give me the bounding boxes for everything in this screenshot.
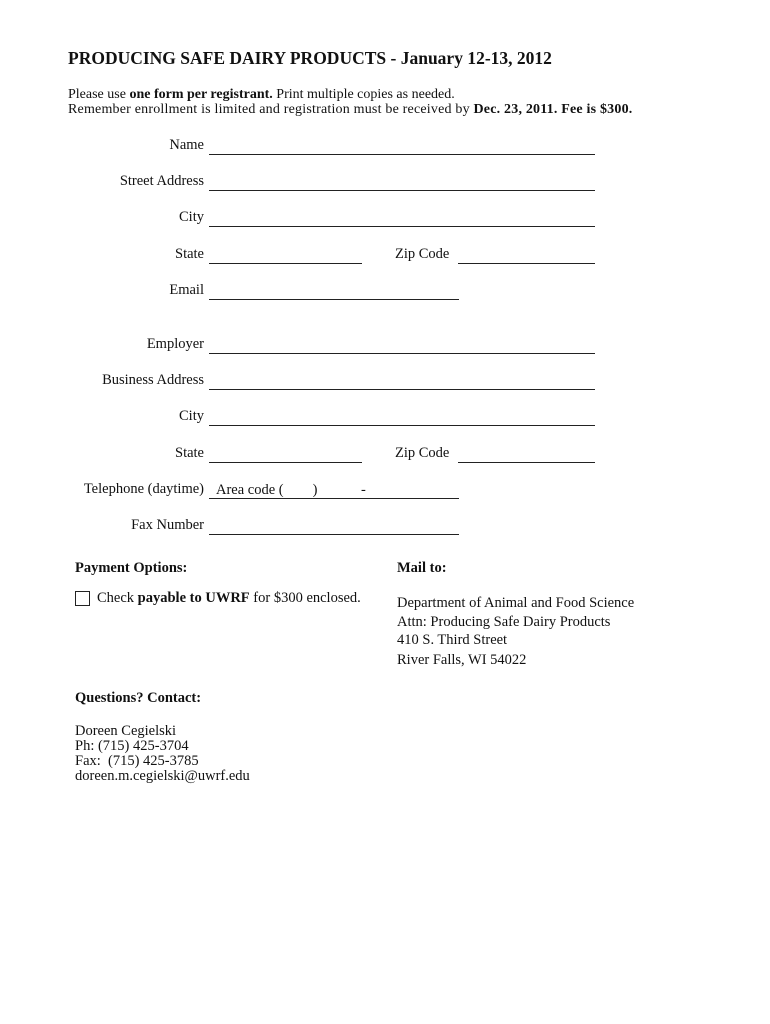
telephone-field[interactable] bbox=[209, 498, 459, 499]
email-label: Email bbox=[169, 282, 204, 298]
check-text: for $300 enclosed. bbox=[249, 590, 361, 606]
business-address-field[interactable] bbox=[209, 389, 595, 390]
telephone-prefill: Area code ( ) - bbox=[216, 482, 366, 498]
mail-address-line: 410 S. Third Street bbox=[397, 632, 508, 648]
page-title: PRODUCING SAFE DAIRY PRODUCTS - January 12-13, 2012 bbox=[68, 48, 552, 68]
contact-phone: Ph: (715) 425-3704 bbox=[75, 738, 189, 754]
street-address-label: Street Address bbox=[119, 173, 204, 189]
street-address-field[interactable] bbox=[209, 190, 595, 191]
city-field[interactable] bbox=[209, 226, 595, 227]
contact-email[interactable]: doreen.m.cegielski@uwrf.edu bbox=[75, 768, 250, 784]
business-address-label: Business Address bbox=[102, 372, 204, 388]
name-field[interactable] bbox=[209, 154, 595, 155]
contact-name: Doreen Cegielski bbox=[75, 723, 177, 739]
zip-code-label: Zip Code bbox=[395, 246, 450, 262]
zip-code-field[interactable] bbox=[458, 263, 595, 264]
payment-options-heading: Payment Options: bbox=[75, 560, 188, 576]
city-label: City bbox=[179, 209, 204, 225]
business-city-label: City bbox=[179, 408, 204, 424]
payee: payable to UWRF bbox=[137, 590, 250, 606]
business-state-label: State bbox=[175, 445, 204, 461]
fax-label: Fax Number bbox=[131, 517, 204, 533]
employer-label: Employer bbox=[146, 336, 204, 352]
contact-fax: Fax: (715) 425-3785 bbox=[75, 753, 199, 769]
state-label: State bbox=[175, 246, 204, 262]
business-city-field[interactable] bbox=[209, 425, 595, 426]
intro-text: Remember enrollment is limited and registration must be received by bbox=[68, 102, 474, 117]
intro-text: Print multiple copies as needed. bbox=[272, 87, 455, 102]
email-field[interactable] bbox=[209, 299, 459, 300]
intro-text: Please use bbox=[68, 87, 130, 102]
state-field[interactable] bbox=[209, 263, 362, 264]
intro-line-2 bbox=[68, 102, 632, 118]
mail-address-line: Department of Animal and Food Science bbox=[397, 595, 635, 611]
deadline-fee: Dec. 23, 2011. Fee is $300. bbox=[473, 102, 633, 117]
questions-contact-heading: Questions? Contact: bbox=[75, 690, 202, 706]
employer-field[interactable] bbox=[209, 353, 595, 354]
business-zip-code-field[interactable] bbox=[458, 462, 595, 463]
mail-to-heading: Mail to: bbox=[397, 560, 447, 576]
business-zip-code-label: Zip Code bbox=[395, 445, 450, 461]
check-payment-checkbox[interactable] bbox=[75, 591, 90, 606]
check-text: Check bbox=[97, 590, 138, 606]
intro-line-1 bbox=[68, 87, 455, 103]
mail-address-line: River Falls, WI 54022 bbox=[397, 652, 527, 668]
fax-field[interactable] bbox=[209, 534, 459, 535]
name-label: Name bbox=[169, 137, 204, 153]
check-payment-label bbox=[97, 590, 361, 607]
business-state-field[interactable] bbox=[209, 462, 362, 463]
telephone-label: Telephone (daytime) bbox=[83, 481, 204, 497]
mail-address-line: Attn: Producing Safe Dairy Products bbox=[397, 614, 611, 630]
intro-emphasis: one form per registrant. bbox=[129, 87, 273, 102]
